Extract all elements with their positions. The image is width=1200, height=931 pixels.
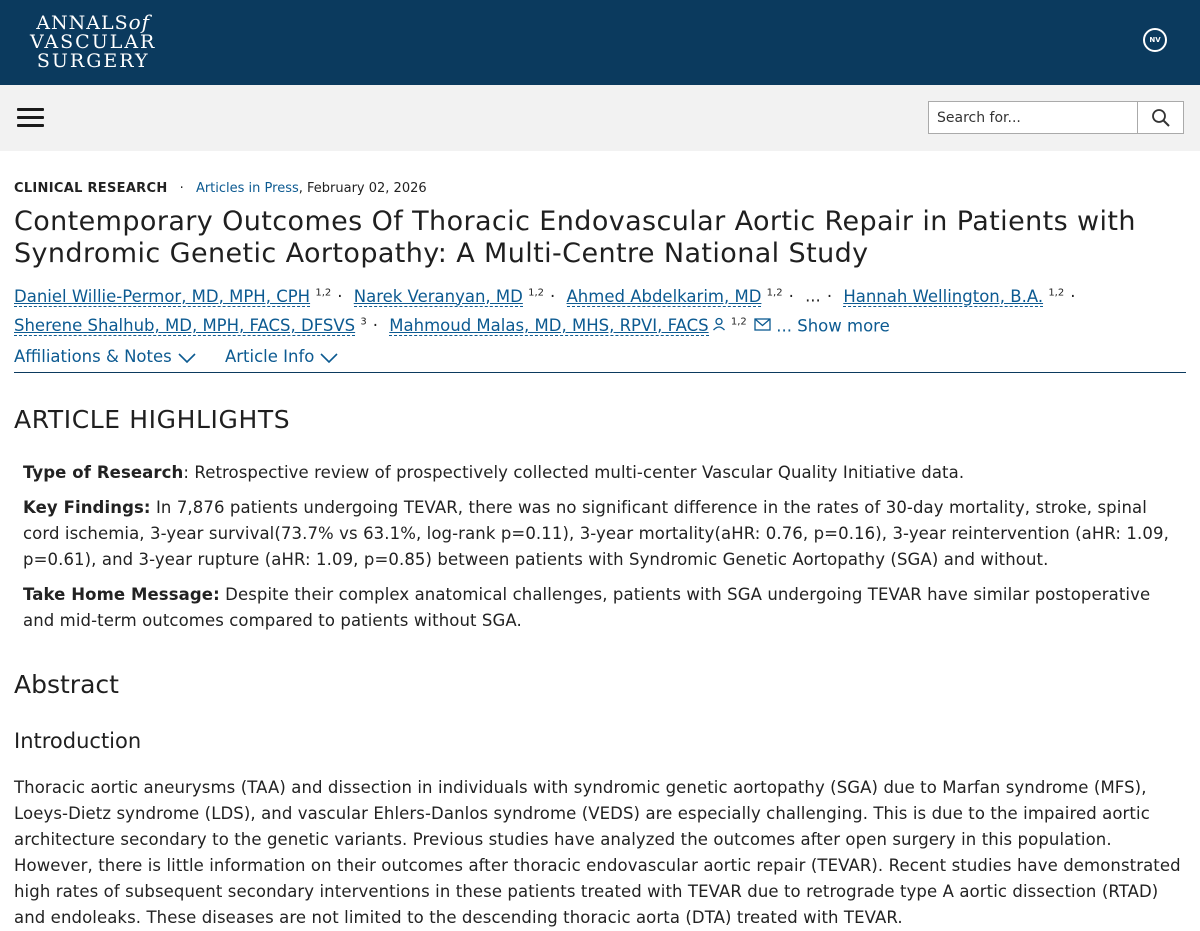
- author-affil: 1,2: [528, 287, 544, 298]
- highlight-label: Type of Research: [23, 463, 184, 482]
- chevron-down-icon: [320, 353, 338, 363]
- affiliations-label: Affiliations & Notes: [14, 347, 172, 366]
- highlight-text: In 7,876 patients undergoing TEVAR, there was no significant difference in the rates of 30-day mortality, stroke, spinal cord ischemia, 3-year survival(73.7% vs 63.1%, log-rank p=0.11), 3-year mortality(aHR: 0.76, p=0.16), 3-year reintervention (aHR: 1.09, p=0.61), and 3-year rupture (aHR: 1.09, p=0.85) between patients with Syndromic Genetic Aortopathy (SGA) and without.: [23, 498, 1169, 569]
- article-date: , February 02, 2026: [298, 181, 427, 196]
- affiliations-toggle[interactable]: [14, 347, 196, 366]
- highlight-text: Despite their complex anatomical challenges, patients with SGA undergoing TEVAR have similar postoperative and mid-term outcomes compared to patients without SGA.: [23, 585, 1151, 630]
- author-affil: 1,2: [315, 287, 332, 298]
- search-icon: [1151, 108, 1171, 128]
- author-affil: 1,2: [766, 287, 783, 298]
- search-box: [928, 101, 1184, 134]
- email-icon[interactable]: [754, 318, 771, 331]
- search-bar: [0, 85, 1200, 151]
- person-icon: [712, 317, 726, 331]
- articles-in-press-link[interactable]: Articles in Press: [195, 181, 299, 196]
- article-info-toggle[interactable]: [225, 347, 338, 366]
- menu-icon[interactable]: [17, 108, 44, 128]
- author-link[interactable]: Daniel Willie-Permor, MD, MPH, CPH: [14, 286, 311, 306]
- journal-logo[interactable]: [30, 12, 156, 71]
- highlights-heading: ARTICLE HIGHLIGHTS: [14, 405, 291, 434]
- logo-line3: SURGERY: [36, 50, 150, 72]
- nv-badge-icon[interactable]: NV: [1143, 28, 1167, 52]
- article-content: [0, 181, 1200, 931]
- article-info-label: Article Info: [224, 347, 315, 366]
- site-header: [0, 0, 1200, 85]
- highlight-text: : Retrospective review of prospectively collected multi-center Vascular Quality Initiative data.: [183, 463, 965, 482]
- author-link[interactable]: Hannah Wellington, B.A.: [843, 286, 1044, 306]
- author-link[interactable]: Sherene Shalhub, MD, MPH, FACS, DFSVS: [14, 316, 356, 335]
- chevron-down-icon: [178, 353, 196, 363]
- author-link[interactable]: Ahmed Abdelkarim, MD: [566, 286, 762, 306]
- author-link[interactable]: Mahmoud Malas, MD, MHS, RPVI, FACS: [389, 316, 709, 335]
- highlight-label: Take Home Message:: [23, 585, 220, 604]
- author-list: Daniel Willie-Permor, MD, MPH, CPH $^{1,2}$ · Narek Veranyan, MD $^{1,2}$ · Ahmed Abdelkarim, MD $^{1,2}$ · ... · Hannah Wellington, B.A. $^{1,2}$ · Sherene Shalhub, MD, MPH, FACS, DFSVS $^3$ · Mahmoud Malas, MD, MHS, RPVI, FACS $^{1,2}$ ... Show more: [14, 286, 1076, 335]
- logo-line2: VASCULAR: [30, 31, 157, 53]
- highlight-type: [14, 460, 1186, 486]
- logo-of: of: [128, 10, 151, 34]
- search-input[interactable]: [929, 102, 1137, 133]
- highlight-label: Key Findings:: [23, 498, 151, 517]
- article-category: CLINICAL RESEARCH: [14, 181, 168, 196]
- article-toggles: [14, 347, 1186, 373]
- show-more-authors-link[interactable]: ... Show more: [776, 316, 890, 335]
- author-affil: 3: [360, 316, 367, 328]
- author-ellipsis: ...: [805, 286, 821, 306]
- introduction-heading: Introduction: [14, 729, 142, 753]
- highlight-findings: [14, 495, 1186, 573]
- introduction-paragraph: Thoracic aortic aneurysms (TAA) and dissection in individuals with syndromic genetic aortopathy (SGA) due to Marfan syndrome (MFS), Loeys-Dietz syndrome (LDS), and vascular Ehlers-Danlos syndrome (VEDS) are especially challenging. This is due to the impaired aortic architecture secondary to the genetic variants. Previous studies have analyzed the outcomes after open surgery in this population. However, there is little information on their outcomes after thoracic endovascular aortic repair (TEVAR). Recent studies have demonstrated high rates of subsequent secondary interventions in these patients treated with TEVAR due to retrograde type A aortic dissection (RTAD) and endoleaks. These diseases are not limited to the descending thoracic aorta (DTA) treated with TEVAR.: [14, 778, 1181, 927]
- author-affil: 1,2: [730, 316, 747, 328]
- logo-line1: ANNALS: [36, 12, 129, 34]
- abstract-heading: Abstract: [14, 670, 119, 699]
- author-link[interactable]: Narek Veranyan, MD: [353, 286, 523, 306]
- search-button[interactable]: [1137, 102, 1183, 133]
- article-title: Contemporary Outcomes Of Thoracic Endovascular Aortic Repair in Patients with Syndromic Genetic Aortopathy: A Multi-Centre National Study: [14, 206, 1136, 269]
- author-affil: 1,2: [1048, 287, 1065, 298]
- highlight-message: [14, 582, 1186, 634]
- article-meta: CLINICAL RESEARCH · Articles in Press, February 02, 2026: [14, 181, 427, 196]
